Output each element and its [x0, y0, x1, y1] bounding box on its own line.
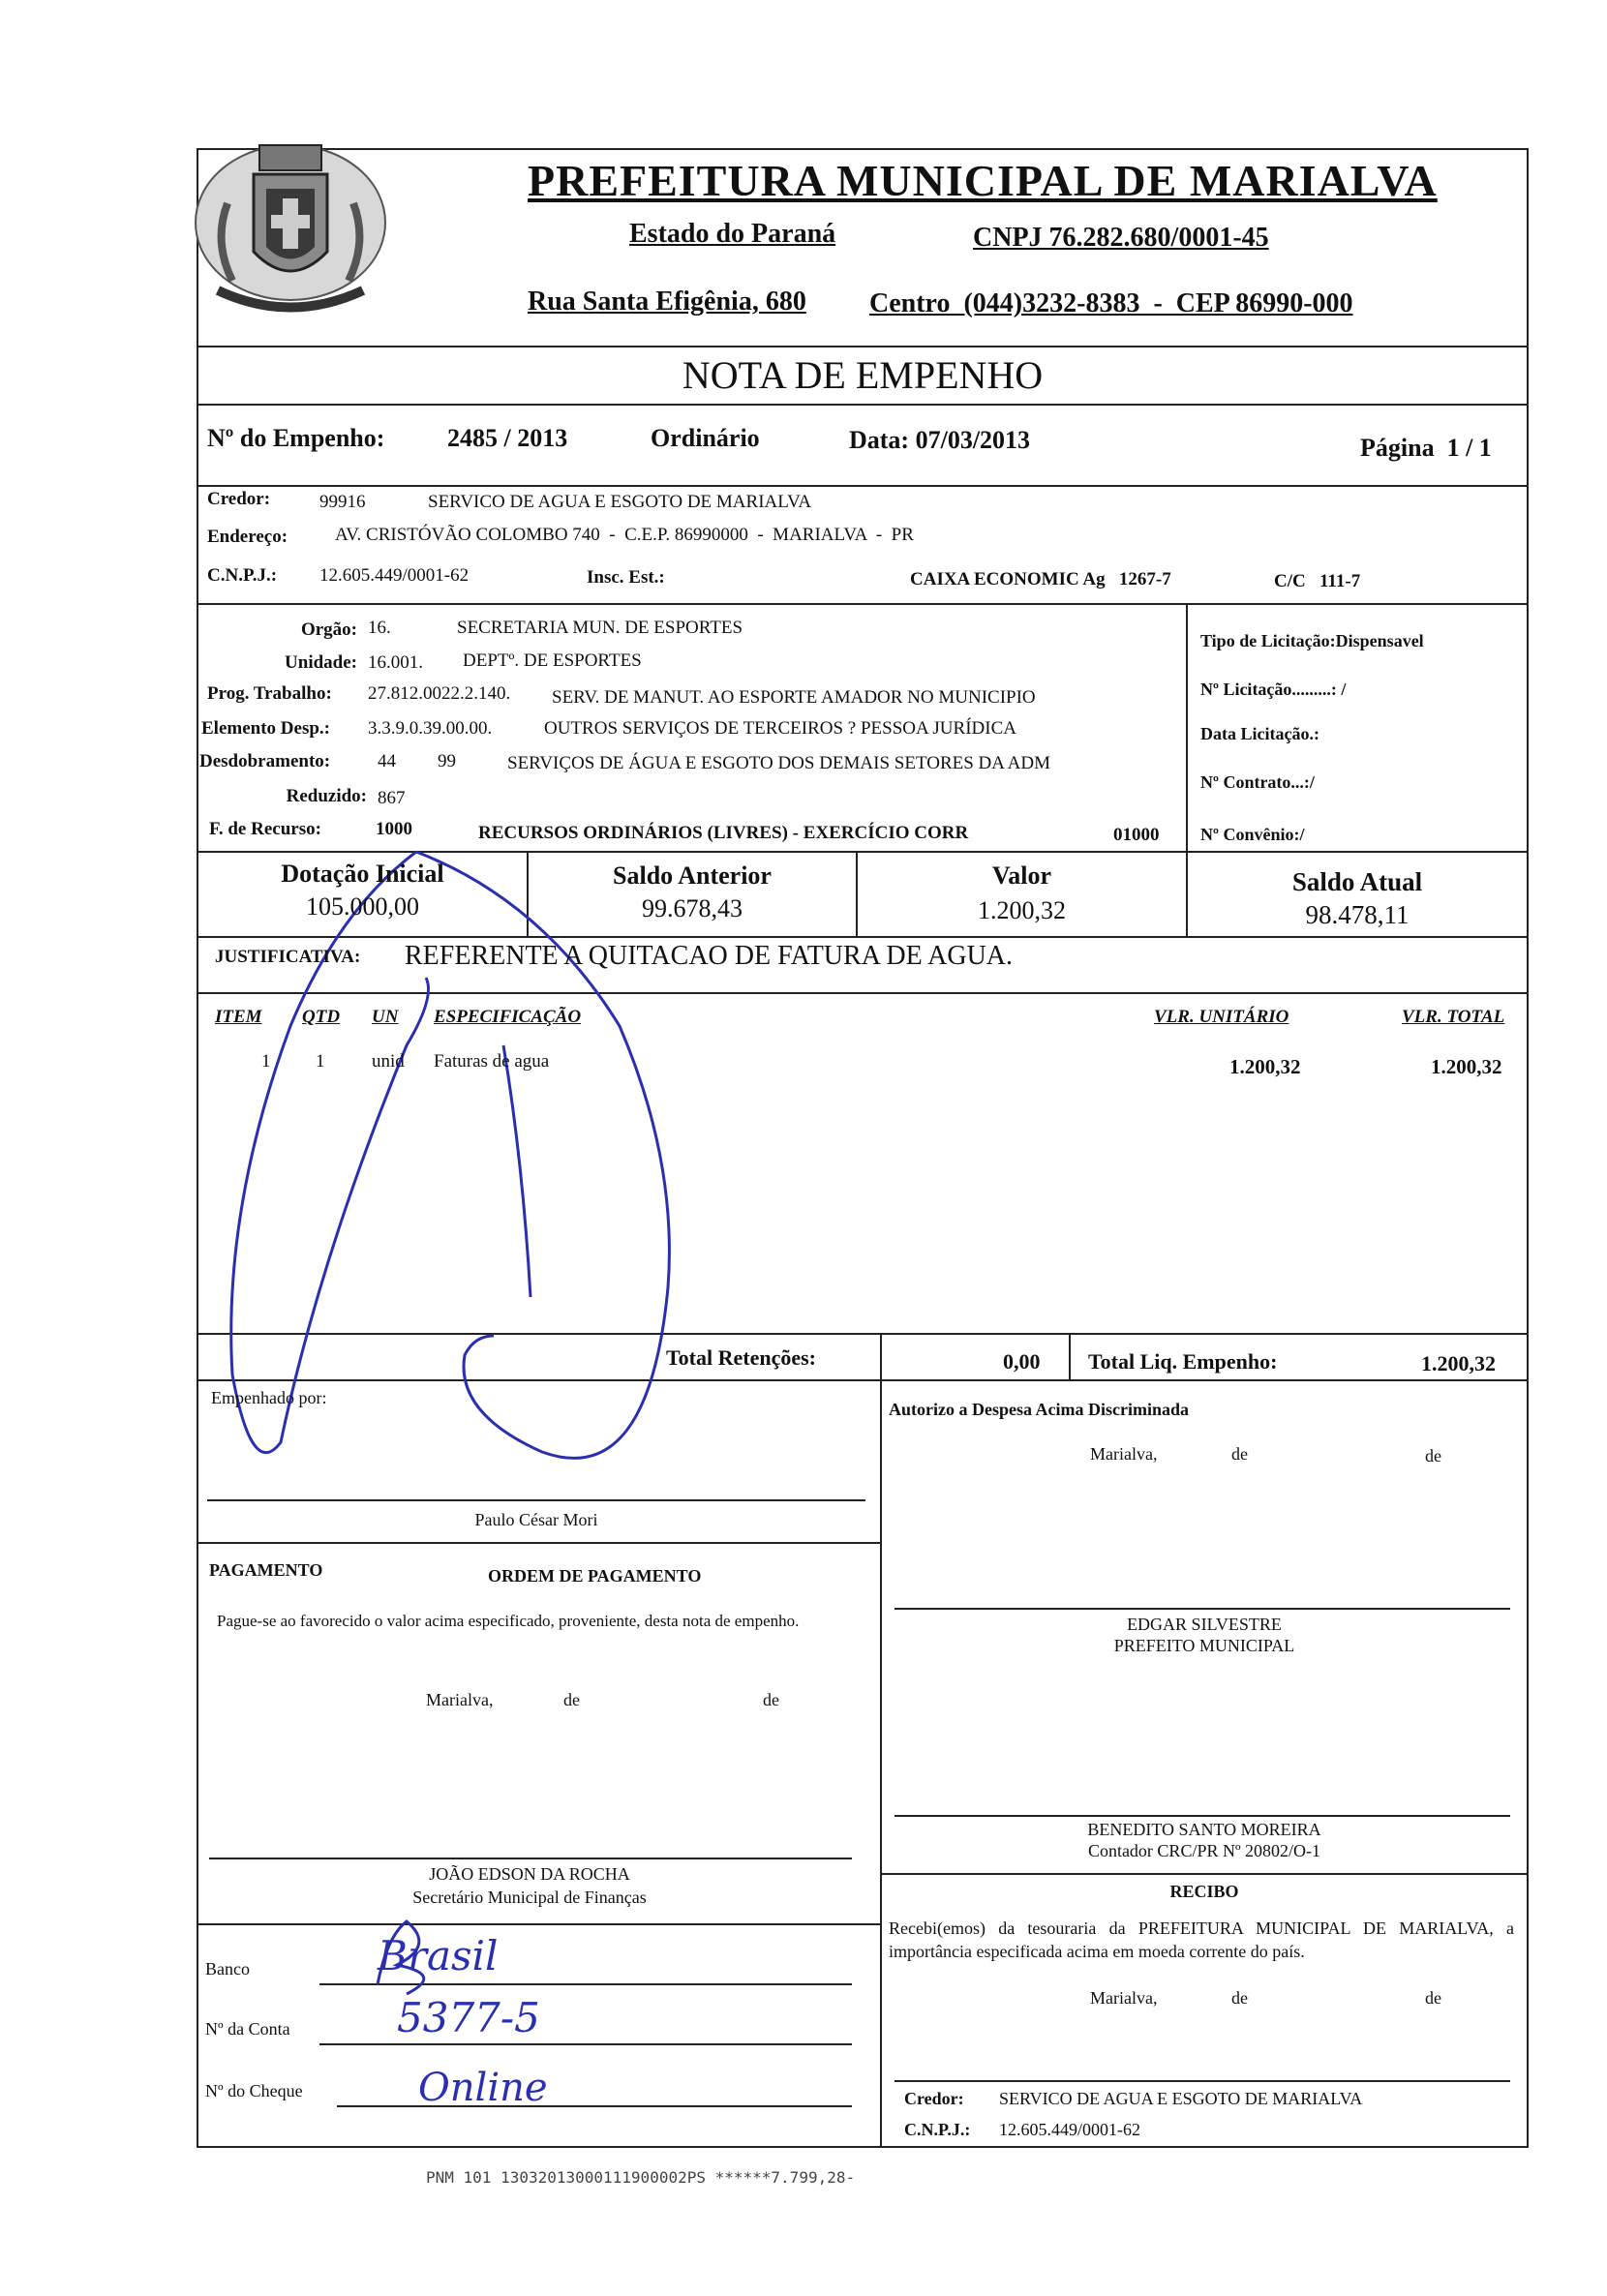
col-qtd: QTD: [302, 1007, 341, 1027]
unidade-name: DEPTº. DE ESPORTES: [463, 650, 642, 671]
secretario-name: JOÃO EDSON DA ROCHA: [429, 1864, 630, 1884]
conta-label: Nº da Conta: [205, 2019, 290, 2039]
autorizo-de-1: de: [1231, 1444, 1248, 1464]
secretario-role: Secretário Municipal de Finanças: [412, 1888, 647, 1907]
retencoes-label: Total Retenções:: [666, 1345, 816, 1370]
prefeito-role: PREFEITO MUNICIPAL: [1113, 1636, 1295, 1655]
credor-name: SERVICO DE AGUA E ESGOTO DE MARIALVA: [428, 492, 812, 512]
autorizo-label: Autorizo a Despesa Acima Discriminada: [889, 1400, 1189, 1419]
recurso-code: 1000: [376, 819, 412, 839]
row-un: unid: [372, 1051, 405, 1072]
conta-value: 5377-5: [397, 1994, 540, 2041]
recibo-credor: SERVICO DE AGUA E ESGOTO DE MARIALVA: [999, 2089, 1363, 2108]
licitacao-numero: Nº Licitação.........: /: [1200, 680, 1347, 699]
empenho-date: Data: 07/03/2013: [849, 426, 1031, 454]
convenio-number: Nº Convênio:/: [1200, 825, 1305, 844]
recurso-label: F. de Recurso:: [209, 819, 321, 839]
retencoes-value: 0,00: [1003, 1349, 1041, 1374]
empenho-number-label: Nº do Empenho:: [207, 424, 385, 452]
recibo-date-line: Marialva,: [1090, 1988, 1158, 2008]
cheque-value: Online: [418, 2066, 548, 2110]
recibo-de-2: de: [1425, 1988, 1441, 2008]
reduz-label: Reduzido:: [286, 786, 367, 806]
credor-address: AV. CRISTÓVÃO COLOMBO 740 - C.E.P. 86990000 - MARIALVA - PR: [335, 525, 914, 545]
elem-name: OUTROS SERVIÇOS DE TERCEIROS ? PESSOA JURÍDICA: [544, 718, 1016, 739]
col-unit-price: VLR. UNITÁRIO: [1154, 1007, 1289, 1027]
col-total: VLR. TOTAL: [1402, 1007, 1505, 1027]
cnpj-label: CNPJ 76.282.680/0001-45: [973, 223, 1269, 253]
recibo-cnpj-label: C.N.P.J.:: [904, 2120, 971, 2139]
credor-cnpj: 12.605.449/0001-62: [319, 565, 470, 586]
orgao-label: Orgão:: [300, 619, 357, 640]
address-field-label: Endereço:: [207, 527, 288, 547]
liquido-label: Total Liq. Empenho:: [1088, 1349, 1278, 1374]
dotacao-label: Dotação Inicial: [281, 860, 444, 888]
row-spec: Faturas de agua: [434, 1051, 550, 1072]
recibo-text: Recebi(emos) da tesouraria da PREFEITURA MUNICIPAL DE MARIALVA, a importância especificada acima em moeda corrente do país.: [889, 1918, 1514, 1961]
col-item: ITEM: [215, 1007, 262, 1027]
contrato-number: Nº Contrato...:/: [1200, 772, 1315, 792]
valor-label: Valor: [991, 861, 1052, 890]
page-title: PREFEITURA MUNICIPAL DE MARIALVA: [528, 156, 1438, 205]
banco-label: Banco: [205, 1959, 250, 1979]
desd-label: Desdobramento:: [199, 751, 331, 771]
ordem-label: ORDEM DE PAGAMENTO: [488, 1566, 702, 1586]
empenho-type: Ordinário: [651, 424, 760, 452]
autorizo-de-2: de: [1425, 1446, 1441, 1465]
empenhado-name: Paulo César Mori: [474, 1510, 598, 1529]
elem-label: Elemento Desp.:: [201, 718, 330, 739]
contador-role: Contador CRC/PR Nº 20802/O-1: [1087, 1841, 1321, 1860]
prog-code: 27.812.0022.2.140.: [368, 683, 511, 704]
banco-value: Brasil: [378, 1932, 499, 1979]
recurso-code2: 01000: [1113, 825, 1160, 845]
cnpj-field-label: C.N.P.J.:: [207, 565, 278, 586]
pagamento-label: PAGAMENTO: [209, 1560, 323, 1580]
orgao-name: SECRETARIA MUN. DE ESPORTES: [457, 618, 743, 638]
justificativa-text: REFERENTE A QUITACAO DE FATURA DE AGUA.: [405, 941, 1014, 971]
saldo-anterior-value: 99.678,43: [642, 894, 743, 922]
recibo-cnpj: 12.605.449/0001-62: [999, 2120, 1140, 2139]
prog-name: SERV. DE MANUT. AO ESPORTE AMADOR NO MUNICIPIO: [552, 687, 1036, 708]
unidade-label: Unidade:: [285, 652, 357, 673]
recibo-title: RECIBO: [1169, 1882, 1239, 1901]
empenho-number: 2485 / 2013: [447, 424, 568, 452]
desd-code: 44: [378, 751, 396, 771]
pagamento-de-2: de: [763, 1690, 779, 1709]
footer-code: PNM 101 13032013000111900002PS ******7.799,28-: [426, 2168, 856, 2187]
prefeito-name: EDGAR SILVESTRE: [1127, 1615, 1282, 1634]
recibo-de-1: de: [1231, 1988, 1248, 2008]
pagamento-text: Pague-se ao favorecido o valor acima especificado, proveniente, desta nota de empenho.: [217, 1612, 800, 1630]
orgao-code: 16.: [368, 618, 391, 638]
credor-bank: CAIXA ECONOMIC Ag 1267-7: [910, 569, 1171, 589]
empenhado-label: Empenhado por:: [211, 1388, 327, 1407]
credor-cc: C/C 111-7: [1274, 571, 1361, 591]
licitacao-tipo: Tipo de Licitação:Dispensavel: [1200, 631, 1424, 650]
desd-code2: 99: [438, 751, 456, 771]
unidade-code: 16.001.: [368, 652, 423, 673]
contact-label: Centro (044)3232-8383 - CEP 86990-000: [869, 288, 1353, 318]
saldo-atual-value: 98.478,11: [1305, 900, 1410, 929]
saldo-atual-label: Saldo Atual: [1291, 867, 1423, 896]
row-qtd: 1: [316, 1051, 325, 1072]
desd-name: SERVIÇOS DE ÁGUA E ESGOTO DOS DEMAIS SETORES DA ADM: [507, 753, 1050, 773]
cheque-label: Nº do Cheque: [205, 2081, 303, 2100]
row-unit-price: 1.200,32: [1229, 1055, 1301, 1078]
liquido-value: 1.200,32: [1421, 1351, 1496, 1375]
contador-name: BENEDITO SANTO MOREIRA: [1087, 1820, 1321, 1839]
prog-label: Prog. Trabalho:: [207, 683, 332, 704]
address-label: Rua Santa Efigênia, 680: [528, 287, 806, 317]
coat-of-arms-icon: [196, 145, 385, 308]
pagamento-date-line: Marialva,: [426, 1690, 494, 1709]
justificativa-label: JUSTIFICATIVA:: [215, 947, 361, 967]
saldo-anterior-label: Saldo Anterior: [613, 861, 772, 890]
recibo-credor-label: Credor:: [904, 2089, 964, 2108]
col-spec: ESPECIFICAÇÃO: [434, 1007, 582, 1027]
autorizo-date-line: Marialva,: [1090, 1444, 1158, 1464]
row-item: 1: [261, 1051, 271, 1072]
pagamento-de-1: de: [563, 1690, 580, 1709]
reduz-value: 867: [378, 788, 406, 808]
row-total: 1.200,32: [1431, 1055, 1502, 1078]
insc-label: Insc. Est.:: [587, 567, 665, 588]
col-un: UN: [372, 1007, 399, 1027]
document-title: NOTA DE EMPENHO: [682, 353, 1044, 397]
valor-value: 1.200,32: [978, 896, 1066, 924]
licitacao-data: Data Licitação.:: [1200, 724, 1319, 743]
page-number: Página 1 / 1: [1360, 434, 1492, 462]
credor-code: 99916: [319, 492, 366, 512]
elem-code: 3.3.9.0.39.00.00.: [368, 718, 493, 739]
state-label: Estado do Paraná: [629, 219, 836, 249]
dotacao-value: 105.000,00: [306, 892, 419, 921]
recurso-name: RECURSOS ORDINÁRIOS (LIVRES) - EXERCÍCIO CORR: [478, 823, 969, 843]
credor-label: Credor:: [207, 489, 271, 509]
